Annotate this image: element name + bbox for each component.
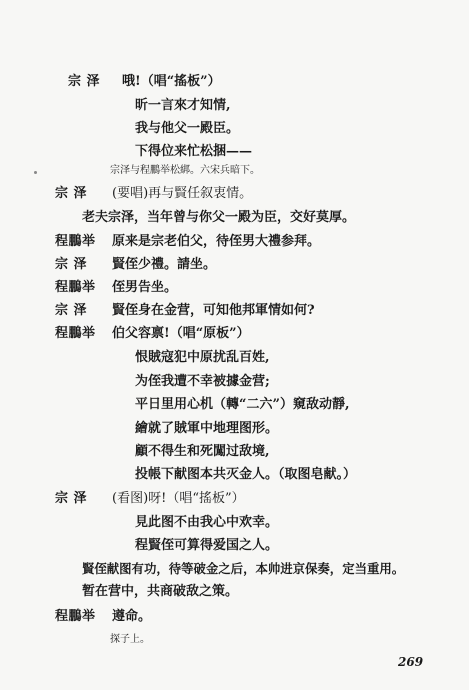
song-line: 恨賊寇犯中原扰乱百姓,	[135, 350, 270, 365]
song-line: 繪就了賊軍中地理图形。	[135, 421, 279, 436]
dialogue-line: 遵命。	[112, 609, 152, 624]
song-line: 为侄我遭不幸被據金营;	[135, 374, 270, 389]
page-number: 269	[398, 655, 424, 669]
speaker-zongze: 宗 泽	[55, 257, 88, 272]
stage-direction: 探子上。	[110, 634, 150, 645]
speaker-chengpengju: 程鵬举	[55, 280, 96, 295]
song-line: 顧不得生和死闖过敌境,	[135, 444, 270, 459]
speaker-chengpengju: 程鵬举	[55, 609, 96, 624]
song-line: 見此图不由我心中欢幸。	[135, 515, 279, 530]
speaker-chengpengju: 程鵬举	[55, 234, 96, 249]
song-line: 下得位来忙松捆——	[135, 144, 253, 159]
song-line: 投帳下献图本共灭金人。（取图皂献。）	[135, 467, 357, 482]
song-line: 程賢侄可算得爱国之人。	[135, 538, 279, 553]
song-line: 平日里用心机（轉“二六”）窺敌动靜,	[135, 397, 350, 412]
speaker-zongze: 宗 泽	[55, 491, 88, 506]
dialogue-line: 哦!（唱“搖板”）	[122, 74, 221, 89]
song-line: 我与他父一殿臣。	[135, 121, 240, 136]
dialogue-line: 侄男告坐。	[112, 280, 178, 295]
dialogue-line: 賢侄少禮。請坐。	[112, 257, 217, 272]
dialogue-line: 暂在营中，共商破敌之策。	[82, 584, 239, 599]
speaker-zongze: 宗 泽	[55, 303, 88, 318]
margin-dot	[34, 171, 37, 174]
dialogue-line: (看图)呀!（唱“搖板”）	[112, 491, 245, 506]
dialogue-line: 賢侄身在金营，可知他邦軍情如何?	[112, 303, 315, 318]
speaker-zongze: 宗 泽	[55, 186, 88, 201]
dialogue-line: 老夫宗泽，当年曾与你父一殿为臣，交好莫厚。	[82, 210, 356, 225]
dialogue-line: 伯父容禀!（唱“原板”）	[112, 326, 250, 341]
dialogue-line: (要唱)再与賢任叙衷情。	[112, 186, 253, 201]
dialogue-line: 原来是宗老伯父，待侄男大禮参拜。	[112, 234, 321, 249]
song-line: 昕一言來才知情,	[135, 98, 231, 113]
speaker-chengpengju: 程鵬举	[55, 326, 96, 341]
dialogue-line: 賢侄献图有功，待等破金之后，本帅进京保奏，定当重用。	[82, 561, 405, 576]
stage-direction: 宗泽与程鵬举松綁。六宋兵暗下。	[110, 165, 260, 176]
speaker-zongze: 宗 泽	[68, 74, 101, 89]
